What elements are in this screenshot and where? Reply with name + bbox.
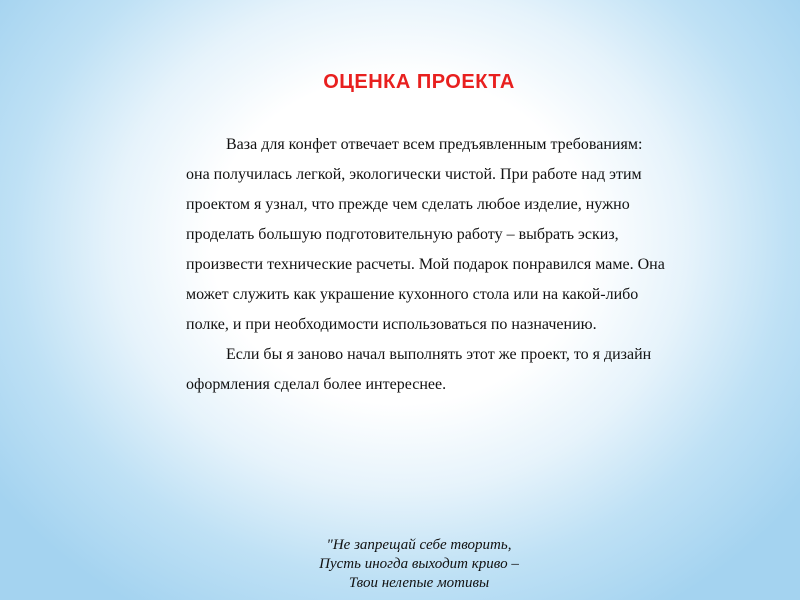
quote-line: "Не запрещай себе творить, (326, 537, 512, 553)
epigraph-quote (0, 536, 800, 593)
paragraph-improvement: Если бы я заново начал выполнять этот же проект, то я дизайн оформления сделал более интереснее. (186, 346, 652, 393)
paragraph-evaluation: Ваза для конфет отвечает всем предъявленным требованиям: она получилась легкой, экологически чистой. При работе над этим проектом я узнал, что прежде чем сделать любое изделие, нужно проделать большую подготовительную работу – выбрать эскиз, произвести технические расчеты. Мой подарок понравился маме. Она может служить как украшение кухонного стола или на какой-либо полке, и при необходимости использоваться по назначению. (186, 136, 665, 333)
slide-title: ОЦЕНКА ПРОЕКТА (323, 71, 515, 93)
quote-line: Пусть иногда выходит криво – (319, 556, 519, 572)
quote-line: Твои нелепые мотивы (348, 575, 490, 591)
body-text (186, 130, 666, 400)
